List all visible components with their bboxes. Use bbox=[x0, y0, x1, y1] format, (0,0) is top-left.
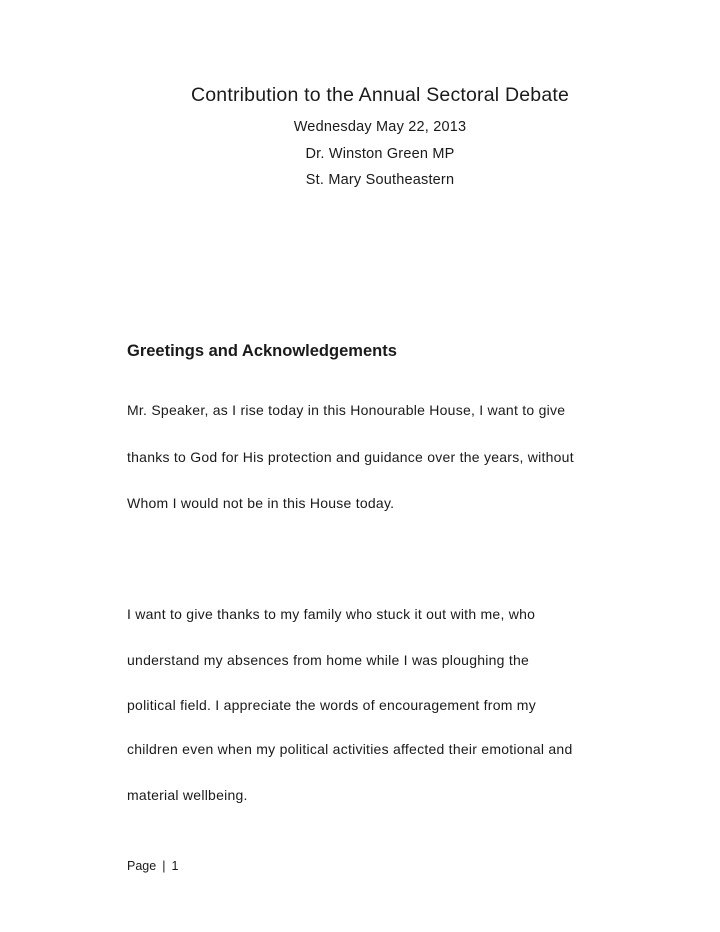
page-number: 1 bbox=[171, 859, 179, 873]
page-footer bbox=[127, 859, 178, 873]
page-label: Page bbox=[127, 859, 157, 873]
page-separator: | bbox=[162, 859, 166, 873]
paragraph-2-line-4: children even when my political activities affected their emotional and bbox=[127, 741, 573, 757]
paragraph-1-line-3: Whom I would not be in this House today. bbox=[127, 495, 395, 511]
document-title: Contribution to the Annual Sectoral Debate bbox=[190, 84, 570, 106]
document-author: Dr. Winston Green MP bbox=[305, 146, 455, 162]
document-constituency: St. Mary Southeastern bbox=[305, 172, 455, 188]
document-date: Wednesday May 22, 2013 bbox=[293, 119, 467, 135]
paragraph-2-line-5: material wellbeing. bbox=[127, 787, 248, 803]
paragraph-1-line-2: thanks to God for His protection and guidance over the years, without bbox=[127, 449, 574, 465]
paragraph-2-line-3: political field. I appreciate the words of encouragement from my bbox=[127, 697, 536, 713]
paragraph-2-line-1: I want to give thanks to my family who stuck it out with me, who bbox=[127, 606, 536, 622]
paragraph-2-line-2: understand my absences from home while I was ploughing the bbox=[127, 652, 530, 668]
paragraph-1-line-1: Mr. Speaker, as I rise today in this Honourable House, I want to give bbox=[127, 402, 566, 418]
section-heading: Greetings and Acknowledgements bbox=[127, 342, 397, 360]
